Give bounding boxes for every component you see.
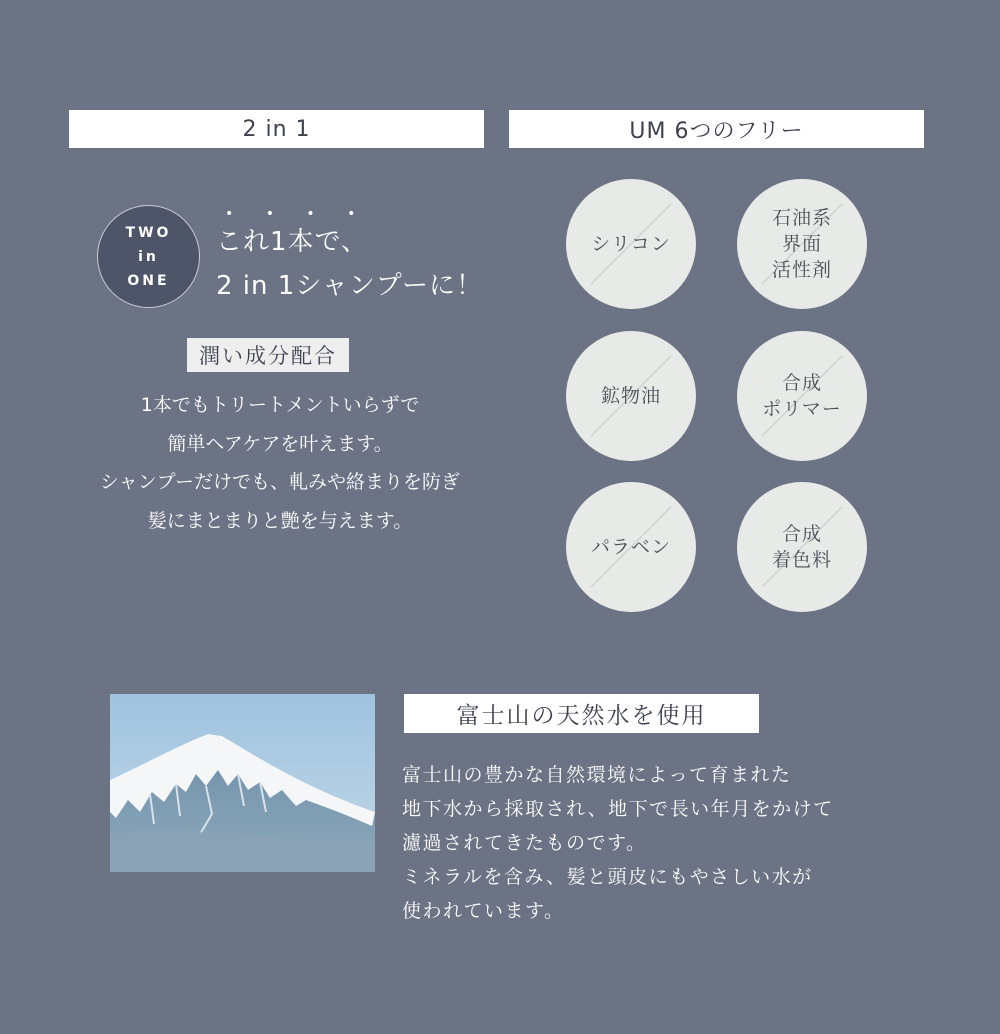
moisture-ingredient-label: 潤い成分配合 xyxy=(187,338,349,372)
headline-line-1: これ1本で、 xyxy=(216,227,369,257)
headline-line-2: 2 in 1シャンプーに！ xyxy=(216,271,484,301)
free-item-surfactant xyxy=(737,179,867,309)
two-in-one-header-text: 2 in 1 xyxy=(242,116,311,142)
description-line-3: シャンプーだけでも、軋みや絡まりを防ぎ xyxy=(99,471,461,493)
six-free-header-text: UM 6つのフリー xyxy=(629,118,804,144)
two-in-one-description xyxy=(60,386,500,540)
free-item-label: 鉱物油 xyxy=(600,385,661,407)
free-item-label: 合成 着色料 xyxy=(771,523,832,571)
free-item-mineral-oil xyxy=(566,331,696,461)
badge-line-1: TWO xyxy=(125,224,172,241)
fuji-water-description xyxy=(402,758,834,928)
free-item-label: 合成 ポリマー xyxy=(762,372,842,420)
water-line-4: ミネラルを含み、髪と頭皮にもやさしい水が xyxy=(402,866,813,888)
free-item-label: 石油系 界面 活性剤 xyxy=(771,207,832,281)
description-line-4: 髪にまとまりと艶を与えます。 xyxy=(147,509,413,532)
water-line-2: 地下水から採取され、地下で長い年月をかけて xyxy=(402,798,834,820)
description-line-2: 簡単ヘアケアを叶えます。 xyxy=(167,432,393,455)
badge-line-2: in xyxy=(138,248,159,265)
water-line-5: 使われています。 xyxy=(402,900,565,922)
headline xyxy=(216,220,483,308)
water-line-1: 富士山の豊かな自然環境によって育まれた xyxy=(402,764,792,786)
free-item-silicone xyxy=(566,179,696,309)
two-in-one-badge xyxy=(97,205,200,308)
six-free-header xyxy=(509,110,924,148)
two-in-one-header xyxy=(69,110,484,148)
fuji-water-title: 富士山の天然水を使用 xyxy=(404,694,759,733)
water-line-3: 濾過されてきたものです。 xyxy=(402,832,647,854)
free-item-label: パラベン xyxy=(590,536,671,558)
free-item-paraben xyxy=(566,482,696,612)
free-item-label: シリコン xyxy=(591,233,671,255)
emphasis-dots: • • • • xyxy=(225,206,370,222)
description-line-1: 1本でもトリートメントいらずで xyxy=(140,394,420,416)
mount-fuji-photo xyxy=(110,694,375,872)
badge-line-3: ONE xyxy=(127,272,170,289)
free-item-synthetic-polymer xyxy=(737,331,867,461)
free-item-synthetic-colorant xyxy=(737,482,867,612)
